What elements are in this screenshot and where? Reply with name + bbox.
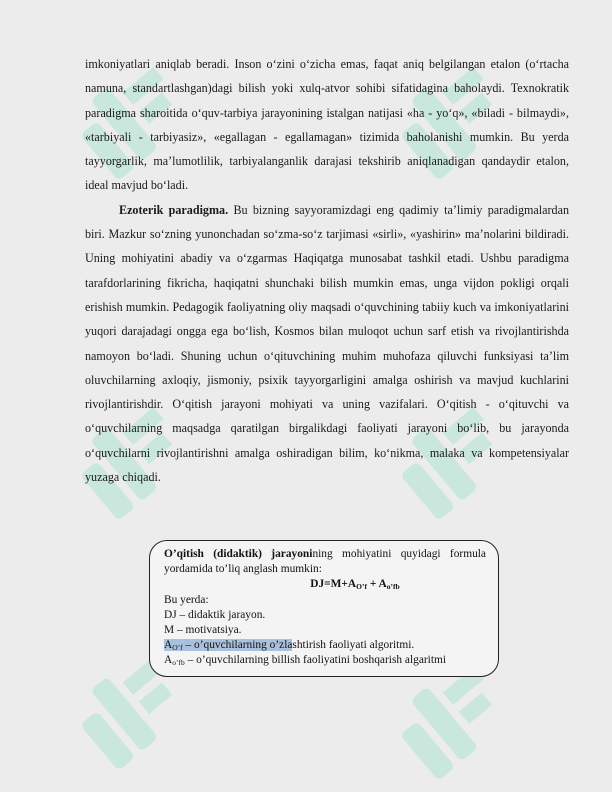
paragraph-2 [85,198,569,490]
symbol-subscript: O’f [172,643,183,653]
formula-subscript: O’f [356,582,367,592]
definition-aof [164,638,486,653]
definition-aofb [164,653,486,668]
formula-part: + A [367,578,387,591]
symbol-subscript: o’fb [172,658,185,668]
formula-box-title-rest: ning mohiyatini quyidagi formula yordamida to’liq anglash mumkin: [164,548,486,576]
section-heading: Ezoterik paradigma. [119,202,229,217]
symbol: A [164,639,173,652]
formula-part: DJ=M+A [310,578,357,591]
definition-text: – o’quvchilarning billish faoliyatini boshqarish algaritmi [184,654,447,667]
paragraph-1: imkoniyatlari aniqlab beradi. Inson o‘zini o‘zicha emas, faqat aniq belgilangan etalon (o‘rtacha namuna, standartlashgan)dagi bilish yoki xulq-atvor sohibi sifatidagina baholaydi. Texnokratik paradigma sharoitida o‘quv-tarbiya jarayonining istalgan natijasi «ha - yo‘q», «biladi - bilmaydi», «tarbiyali - tarbiyasiz», «egallagan - egallamagan» tizimida baholanishi mumkin. Bu yerda tayyorgarlik, ma’lumotlilik, tarbiyalanganlik darajasi tekshirib aniqlanadigan qandaydir etalon, ideal mavjud bo‘ladi. [85,57,569,193]
paragraph-2-text: Bu bizning sayyoramizdagi eng qadimiy ta’limiy paradigmalardan biri. Mazkur so‘zning yunonchadan so‘zma-so‘z tarjimasi «sirli», «yashirin» ma’nolarini bildiradi. Uning mohiyatini abadiy va o‘zgarmas Haqiqatga munosabat tashkil etadi. Ushbu paradigma tarafdorlarining fikricha, haqiqatni shunchaki bilish mumkin emas, unga vijdon pokligi orqali erishish mumkin. Pedagogik faoliyatning oliy maqsadi o‘quvchining tabiiy kuch va imkoniyatlarini yuqori darajadagi ongga ega bo‘lish, Kosmos bilan muloqot uchun sarf etish va rivojlantirishda namoyon bo‘ladi. Shuning uchun o‘qituvchining muhim muhofaza qiluvchi funksiyasi ta’lim oluvchilarning axloqiy, jismoniy, psixik tayyorgarligini amalga oshirish va mavjud kuchlarini rivojlantirishdir. O‘qitish jarayoni mohiyati va uning vazifalari. O‘qitish - o‘qituvchi va o‘quvchilarning maqsadga qaratilgan birgalikdagi faoliyati jarayoni bo‘lib, bu jarayonda o‘quvchilarni rivojlantirishni amalga oshiradigan bilim, ko‘nikma, malaka va kompetensiyalar yuzaga chiqadi. [85,202,569,485]
definition-m: M – motivatsiya. [164,624,242,637]
body-text [85,52,569,489]
definition-text: – o’quvchilarning o’zla [182,639,293,652]
formula-box-title [164,547,486,577]
symbol: A [164,654,173,667]
definition-dj: DJ – didaktik jarayon. [164,608,266,621]
formula-box-title-bold: O’qitish (didaktik) jarayoni [164,548,313,560]
highlighted-text [164,639,292,651]
formula-box [149,540,499,677]
where-label: Bu yerda: [164,593,209,606]
definition-text: shtirish faoliyati algoritmi. [292,639,415,652]
formula [164,577,486,592]
formula-subscript: o’fb [386,582,400,592]
